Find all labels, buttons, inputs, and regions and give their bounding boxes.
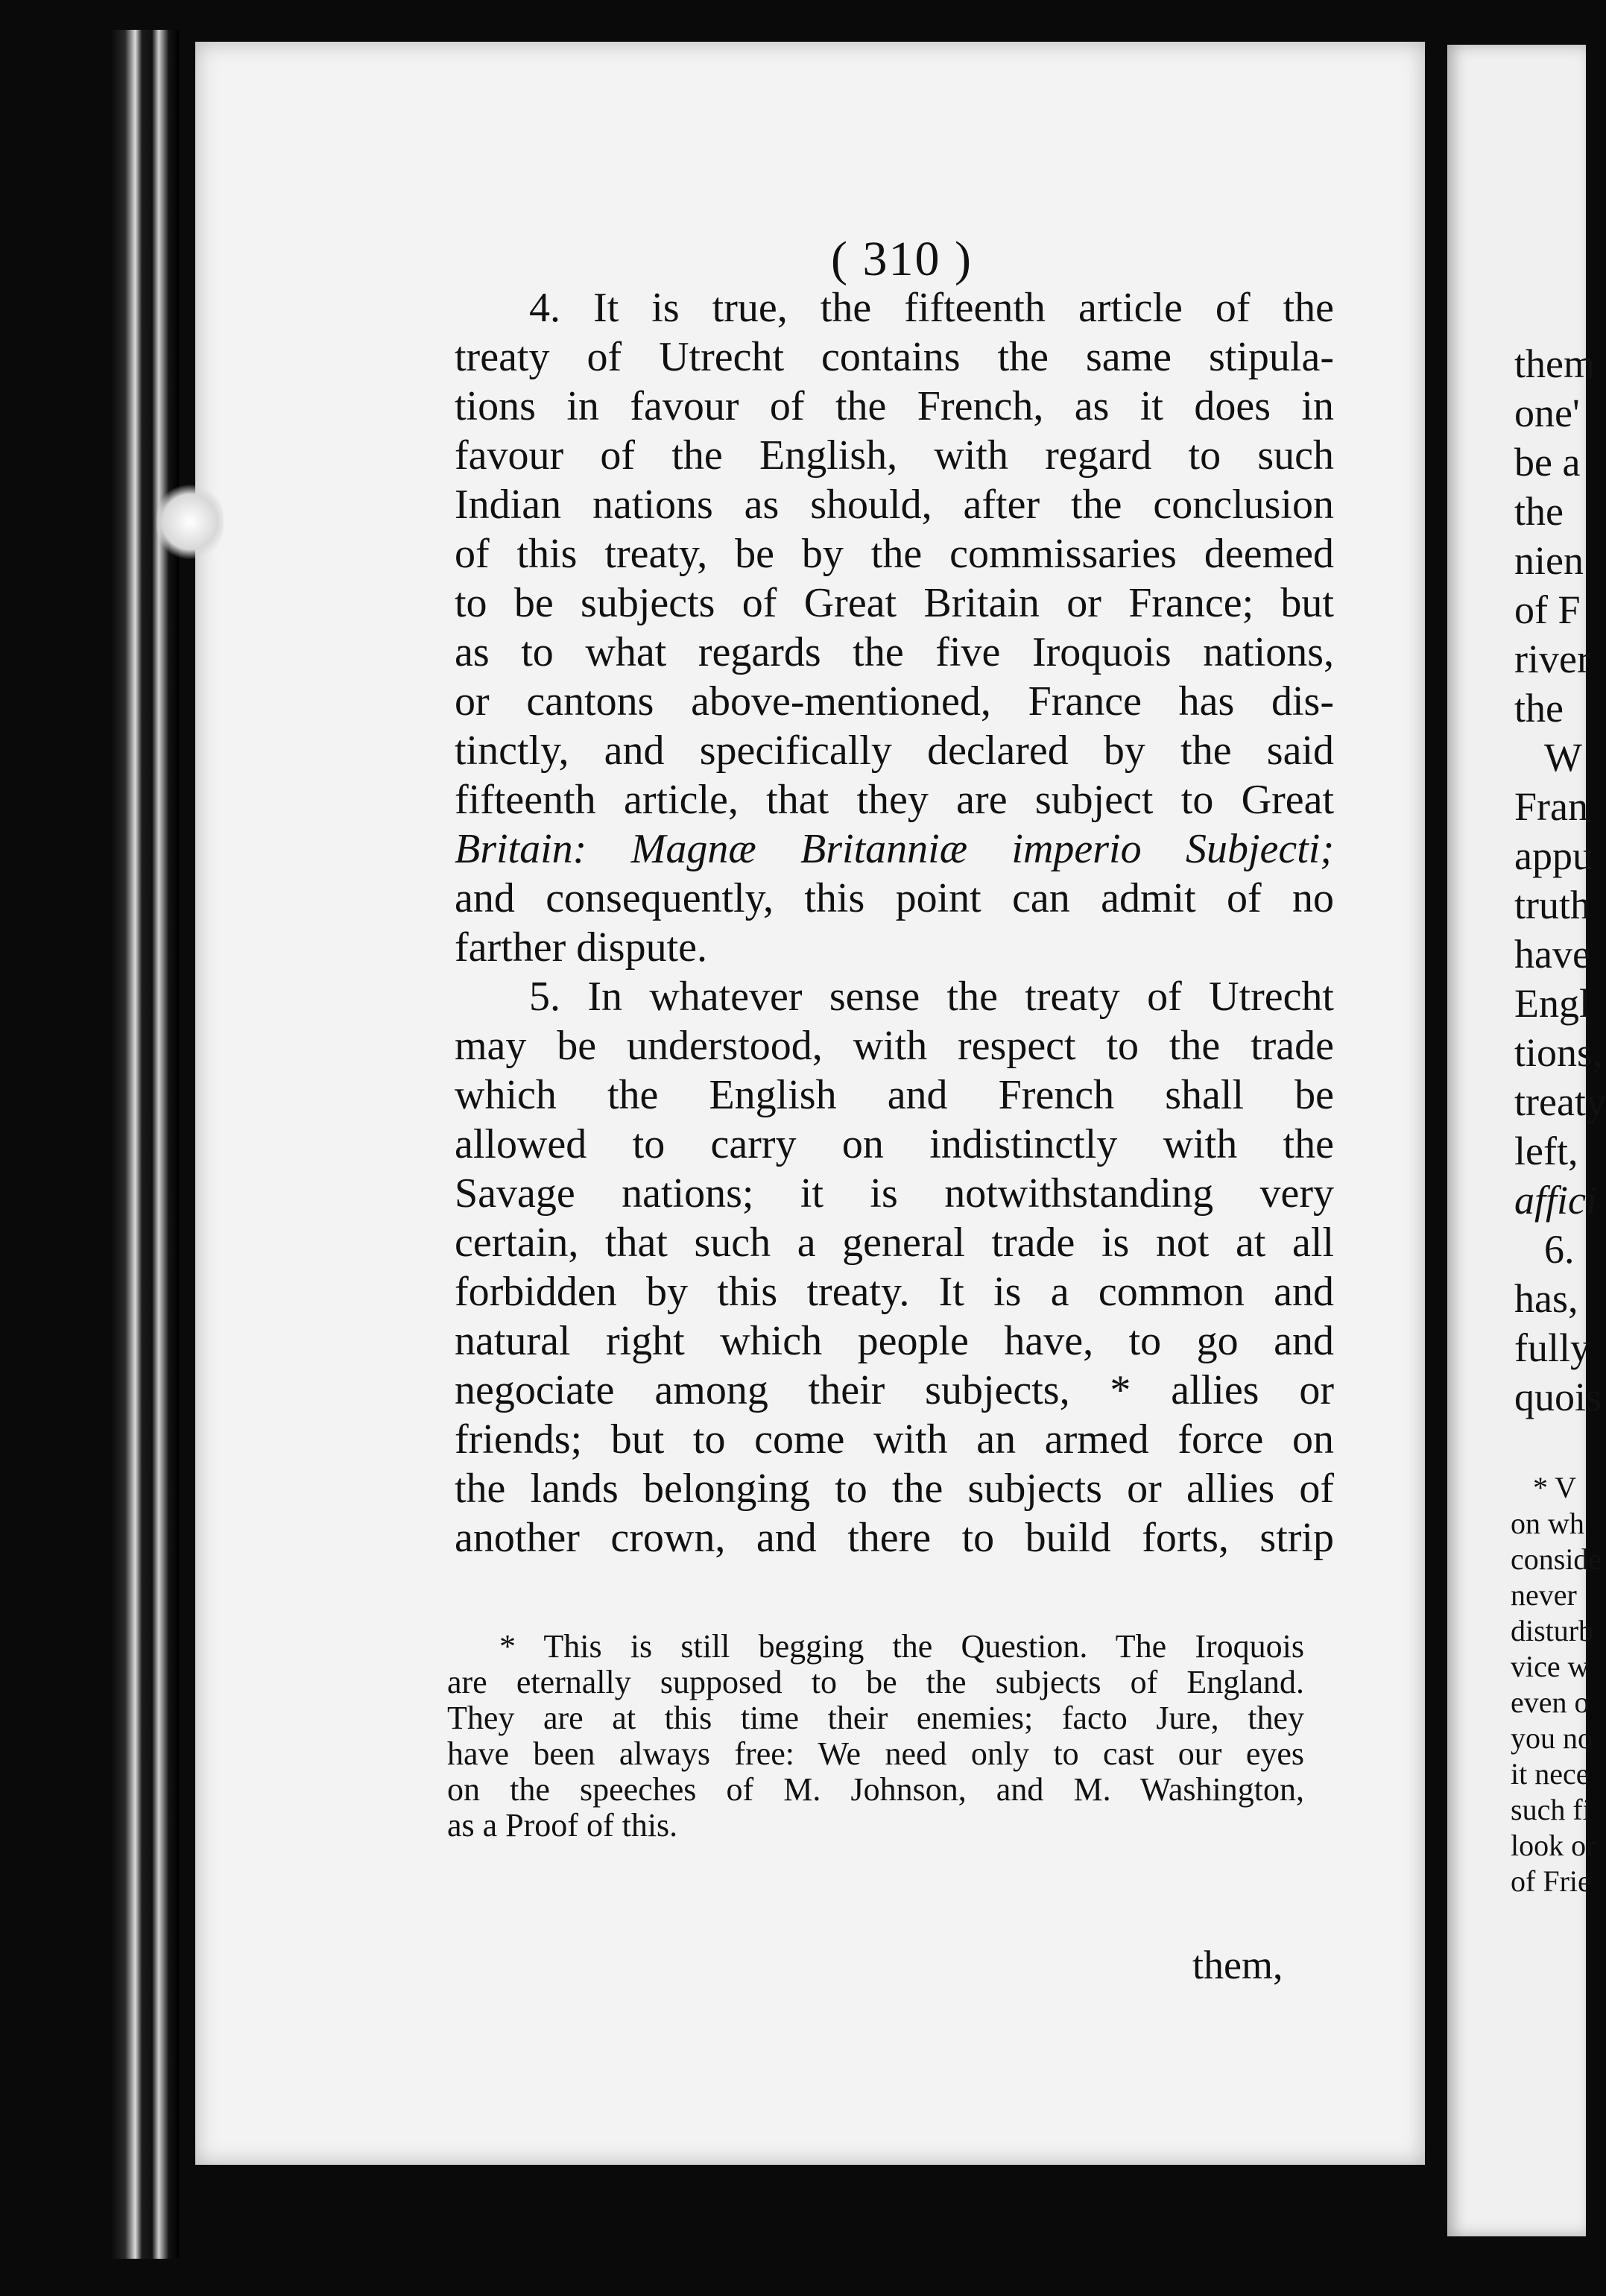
text-line: fifteenth article, that they are subject to Great xyxy=(455,777,1334,823)
text-line: may be understood, with respect to the trade xyxy=(455,1023,1334,1069)
text-line: negociate among their subjects, * allies or xyxy=(455,1367,1334,1413)
text-line: river xyxy=(1514,637,1590,681)
text-line: farther dispute. xyxy=(455,924,707,971)
text-line: 5. In whatever sense the treaty of Utrecht xyxy=(529,974,1334,1020)
text-line: favour of the English, with regard to such xyxy=(455,432,1334,479)
text-line: be a xyxy=(1514,440,1581,485)
paper-stain xyxy=(157,485,224,559)
text-line: forbidden by this treaty. It is a common and xyxy=(455,1269,1334,1315)
footnote-line: look or xyxy=(1511,1829,1596,1862)
text-line: quois xyxy=(1514,1375,1602,1419)
footnote-line: such fi xyxy=(1511,1793,1591,1826)
text-line: the xyxy=(1514,489,1564,534)
text-line: tions, xyxy=(1514,1030,1603,1075)
footnote-line: even o xyxy=(1511,1685,1590,1719)
text-line: have xyxy=(1514,932,1590,977)
footnote-line: never xyxy=(1511,1578,1577,1612)
text-line: treaty of Utrecht contains the same stipula- xyxy=(455,334,1334,380)
text-line: Indian nations as should, after the conclusion xyxy=(455,482,1334,528)
footnote-line: conside xyxy=(1511,1542,1602,1576)
text-line: nien xyxy=(1514,538,1584,583)
text-line: fully xyxy=(1514,1325,1590,1370)
catchword: them, xyxy=(1192,1943,1283,1987)
footnote-line: of Frie xyxy=(1511,1864,1591,1898)
text-line: Engl xyxy=(1514,981,1590,1026)
text-line: of this treaty, be by the commissaries deemed xyxy=(455,531,1334,577)
text-line: appu xyxy=(1514,833,1593,878)
footnote-line: are eternally supposed to be the subjects of England. xyxy=(447,1664,1304,1700)
text-line: certain, that such a general trade is not at all xyxy=(455,1220,1334,1266)
footnote-line: have been always free: We need only to cast our eyes xyxy=(447,1735,1304,1772)
footnote-line: vice w xyxy=(1511,1650,1590,1683)
text-line: allowed to carry on indistinctly with the xyxy=(455,1121,1334,1167)
page-number: ( 310 ) xyxy=(831,232,973,286)
text-line: of F xyxy=(1514,587,1581,632)
text-line: or cantons above-mentioned, France has dis- xyxy=(455,678,1334,725)
book-binding xyxy=(112,30,179,2259)
text-line: tions in favour of the French, as it does in xyxy=(455,383,1334,429)
text-line: Britain: Magnæ Britanniæ imperio Subjecti; xyxy=(455,826,1334,872)
text-line: 6. xyxy=(1544,1227,1575,1272)
text-line: another crown, and there to build forts, strip xyxy=(455,1515,1334,1561)
body-text xyxy=(455,283,1334,1562)
text-line: tinctly, and specifically declared by the said xyxy=(455,728,1334,774)
footnote-line: disturb xyxy=(1511,1614,1594,1647)
text-line: treaty xyxy=(1514,1079,1606,1124)
text-line: truth xyxy=(1514,883,1590,927)
footnote-line: as a Proof of this. xyxy=(447,1807,678,1844)
text-line: which the English and French shall be xyxy=(455,1072,1334,1118)
footnote xyxy=(447,1629,1304,1844)
footnote-line: * This is still begging the Question. The Iroquois xyxy=(499,1628,1304,1665)
footnote-line: * V xyxy=(1533,1471,1577,1504)
text-line: to be subjects of Great Britain or France; but xyxy=(455,580,1334,626)
text-line: and consequently, this point can admit of no xyxy=(455,875,1334,921)
text-line: the xyxy=(1514,686,1564,731)
footnote-line: it nece xyxy=(1511,1757,1590,1791)
text-line: one' xyxy=(1514,391,1580,435)
footnote-line: you no xyxy=(1511,1721,1593,1755)
right-page-text xyxy=(1514,339,1606,1422)
right-page xyxy=(1447,45,1606,2236)
text-line: affici xyxy=(1514,1178,1597,1223)
text-line: left, xyxy=(1514,1129,1578,1173)
text-line: them xyxy=(1514,341,1595,386)
text-line: Fran xyxy=(1514,784,1588,829)
footnote-line: on wh xyxy=(1511,1507,1584,1540)
footnote-line: They are at this time their enemies; facto Jure, they xyxy=(447,1700,1304,1736)
text-line: W xyxy=(1544,735,1582,780)
right-page-footnote xyxy=(1511,1470,1602,1899)
text-line: as to what regards the five Iroquois nations, xyxy=(455,629,1334,675)
text-line: 4. It is true, the fifteenth article of the xyxy=(529,285,1334,331)
text-line: has, xyxy=(1514,1276,1578,1321)
footnote-line: on the speeches of M. Johnson, and M. Washington, xyxy=(447,1771,1304,1808)
text-line: friends; but to come with an armed force on xyxy=(455,1416,1334,1463)
text-line: Savage nations; it is notwithstanding very xyxy=(455,1170,1334,1217)
text-line: natural right which people have, to go and xyxy=(455,1318,1334,1364)
text-line: the lands belonging to the subjects or allies of xyxy=(455,1466,1334,1512)
